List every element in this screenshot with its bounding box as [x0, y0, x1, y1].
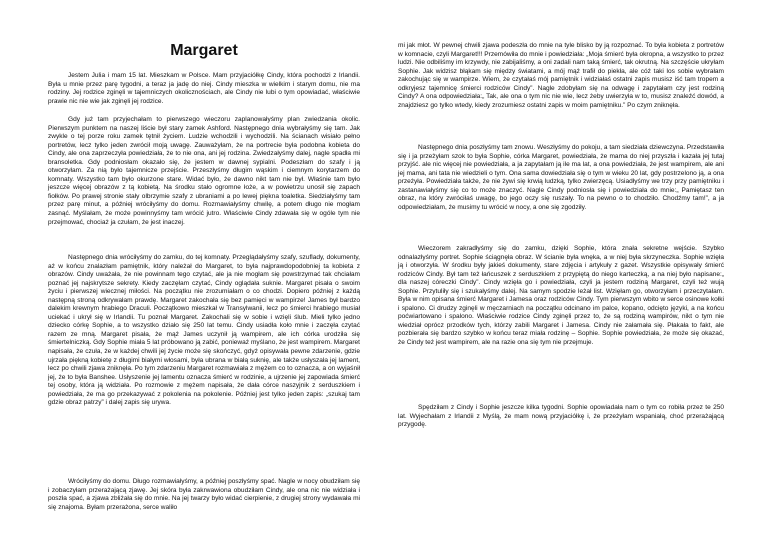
paragraph: Jestem Julia i mam 15 lat. Mieszkam w Polsce. Mam przyjaciółkę Cindy, która pochodzi z Irlandii. Była u mnie przez parę tygodni, a teraz ja jadę do niej. Cindy mieszka w wielkim i starym domu, nie ma rodziny. Jej rodzice zginęli w tajemniczych okolicznościach, ale Cindy nie lubi o tym opowiadać, właściwie prawie nic nie wie jak zginęli jej rodzice. — [48, 72, 360, 105]
paragraph: Wieczorem zakradłyśmy się do zamku, dzięki Sophie, która znała sekretne wejście. Szybko odnalazłyśmy portret. Sophie ściągnęła obraz. W ścianie była wnęka, a w niej była skrzyneczka. Sophie wzięła ją i otworzyła. W środku były jakieś dokumenty, stare zdjęcia i artykuły z gazet. Wszystkie opisywały śmierć rodziców Cindy. Był tam też łańcuszek z serduszkiem z przypiętą do niego karteczką, a na niej było napisane:„ dla naszej córeczki Cindy”. Cindy wzięła go i powiedziała, czyli ja jestem rodziną Margaret, czyli też wują Sophie. Przytuliły się i szukałyśmy dalej. Na samym spodzie leżał list. Wzięłam go, otworzyłam i przeczytałam. Była w nim opisana śmierć Margaret i Jamesa oraz rodziców Cindy. Tym pierwszym wbito w serce osinowe kołki i spalono. Ci drudzy zginęli w męczarniach na początku odcinano im palce, kopano, odcięto języki, a na końcu poćwiartowano i spalono. Właściwie rodzice Cindy zginęli przez to, że są rodziną wampirów, nikt o tym nie wiedział oprócz przodków tych, którzy zabili Margaret i Jamesa. Cindy nie załamała się. Płakała to fakt, ale pozbierała się bardzo szybko w końcu teraz miała rodzinę – Sophie. Sophie powiedziała, że może się okazać, że Cindy też jest wampirem, ale na razie ona się tym nie przejmuje. — [398, 245, 724, 347]
paragraph: Gdy już tam przyjechałam to pierwszego wieczoru zaplanowałyśmy plan zwiedzania okolic. Pierwszym punktem na naszej liście był stary zamek Ashford. Następnego dnia wybrałyśmy się tam. Jak zwykle o tej porze roku zamek tętnił życiem. Ludzie wchodzili i wychodzili. Na ścianach wisiało pełno portretów, lecz tylko jeden zwrócił moją uwagę. Zauważyłam, że na portrecie była podobna kobieta do Cindy, ale ona zaprzeczyła powiedziała, że to nie ona, ani jej rodzina. Zwiedzałyśmy dalej, nagle spadła mi bransoletka. Gdy podniosłam okazało się, że jestem w dawnej sypialni. Podeszłam do szafy i ją otworzyłam. Za nią było tajemnicze przejście. Przeszłyśmy długim wąskim i ciemnym korytarzem do komnaty. Wszystko tam było okurzone stare. Widać było, że dawno nikt tam nie był. Właśnie tam było jeszcze więcej obrazów z tą kobietą. Na środku stało ogromne łoże, a w powietrzu unosił się zapach fiołków. Po prawej stronie stały olbrzymie szafy z ubraniami a po lewej piękna toaletka. Siedziałyśmy tam przez parę minut, a później wróciłyśmy do domu. Rozmawiałyśmy chwilę, a potem długo nie mogłam zasnąć. Myślałam, że może powinnyśmy tam wrócić jutro. Właściwie Cindy zdawała się w ogóle tym nie przejmować, chociaż ja czułam, że jest inaczej. — [48, 116, 360, 226]
paragraph: Spędziłam z Cindy i Sophie jeszcze kilka tygodni. Sophie opowiadała nam o tym co robiła przez te 250 lat. Wyjechałam z Irlandii z Myślą, że mam nową przyjaciółkę i, że przeżyłam wspaniałą, choć przerażającą przygodę. — [398, 404, 724, 429]
paragraph: Wróciłyśmy do domu. Długo rozmawiałyśmy, a później poszłyśmy spać. Nagle w nocy obudziłam się i zobaczyłam przerażającą zjawę. Jej skóra była zakrwawiona obudziłam Cindy, ale ona nic nie widziała i poszła spać, a zjawa zbliżała się do mnie. Na jej twarzy było widać cierpienie, z drugiej strony wydawała mi się znajoma. Byłam przerażona, serce waliło — [48, 478, 360, 511]
document-title: Margaret — [170, 42, 238, 59]
paragraph: Następnego dnia wróciłyśmy do zamku, do tej komnaty. Przeglądałyśmy szafy, szuflady, dokumenty, aż w końcu znalazłam pamiętnik, który należał do Margaret, to była najprawdopodobniej ta kobieta z obrazów. Cindy uważała, że nie powinnam tego czytać, ale ja nie mogłam się powstrzymać tak chciałam poznać jej najskrytsze sekrety. Kiedy zaczęłam czytać, Cindy oglądała suknie. Margaret pisała o swoim życiu i pierwszej wiecznej miłości. Na początku nie zrozumiałam o co chodzi. Dopiero później z każdą następną stroną odkrywałam prawdę. Margaret zakochała się bez pamięci w wampirze! James był bardzo dalekim krewnym hrabiego Draculi. Początkowo mieszkał w Transylwanii, lecz po śmierci hrabiego musiał uciekać i ukrył się w Irlandii. Tu poznał Margaret. Zakochali się w sobie i wzięli ślub. Mieli tylko jedno dziecko córkę Sophie, a to wszystko działo się 250 lat temu. Cindy usiadła koło mnie i zaczęła czytać razem ze mną. Margaret pisała, że mąż James uczynił ją wampirem, ale ich córka urodziła się śmiertelniczką. Gdy Sophie miała 5 lat próbowano ją zabić, ponieważ myślano, że jest wampirem. Margaret napisała, że czuła, że w każdej chwili jej życie może się skończyć, gdyż opisywała pewne zdarzenie, gdzie ujrzała piękną kobietę z długimi białymi włosami, była ubrana w białą suknię, ale także usłyszała jej lament, lecz po chwili zjawa zniknęła. Po tym zdarzeniu Margaret rozmawiała z mężem co to oznacza, a on wyjaśnił jej, że to była Banshee. Usłyszenie jej lamentu oznacza śmierć w rodzinie, a ujrzenie jej zapowiada śmierć tej osoby, która ją widziała. Po rozmowie z mężem napisała, że dała córce naszyjnik z serduszkiem i powiedziała, że ma go przekazywać z pokolenia na pokolenie. Później jest tylko jeden zapis: „szukaj tam gdzie obraz patrzy” i dalej zapis się urywa. — [48, 254, 360, 407]
paragraph: Następnego dnia poszłyśmy tam znowu. Weszłyśmy do pokoju, a tam siedziała dziewczyna. Przedstawiła się i ja przeżyłam szok to była Sophie, córka Margaret, powiedziała, że mama do niej przyszła i kazała jej tutaj przyjść. ale nic więcej nie powiedziała, a ja zapytałam ją ile ma lat, a ona powiedziała, że jest wampirem, ale ani jej mama, ani tata nie wiedzieli o tym. Ona sama dowiedziała się o tym w wieku 20 lat, gdy postrzelono ją, a ona przeżyła. Powiedziała także, że nie żywi się krwią ludzką, tylko zwierzęcą. Usiadłyśmy we trzy przy pamiętniku i zastanawiałyśmy się co to może znaczyć. Nagle Cindy podniosła się i powiedziała do mnie:„ Pamiętasz ten obraz, na który zwróciłaś uwagę, bo jego oczy się ruszały. To na pewno o to chodziło. Chodźmy tam!”, a ja odpowiedziałam, że musimy tu wrócić w nocy, a one się zgodziły. — [398, 144, 724, 211]
paragraph: mi jak młot. W pewnej chwili zjawa podeszła do mnie na tyle blisko by ją rozpoznać. To była kobieta z portretów w komnacie, czyli Margaret!!! Przemówiła do mnie i powiedziała: „Moja śmierć była okropna, a wszystko to przez ludzi. Nie odbiliśmy im krzywdy, nie zabijaliśmy, a oni zadali nam taką śmierć, tak okrutną. Na szczęście ukryłam Sophie. Jak widzisz błąkam się między światami, a mój mąż trafił do piekła, ale cóż taki los sobie wybrałam zakochując się w wampirze. Wiem, że czytałaś mój pamiętnik i widziałaś ostatni zapis musisz iść tam tropem a odkryjesz tajemnicę śmierci rodziców Cindy”. Nagle zdobyłam się na odwagę i zapytałam czy jest rodziną Cindy? A ona odpowiedziała:„ Tak, ale ona o tym nic nie wie, lecz żeby uwierzyła w to, musisz znaleźć dowód, a znajdziesz go tylko wtedy, kiedy zrozumiesz ostatni zapis w moim pamiętniku.” Po czym zniknęła. — [398, 42, 724, 109]
